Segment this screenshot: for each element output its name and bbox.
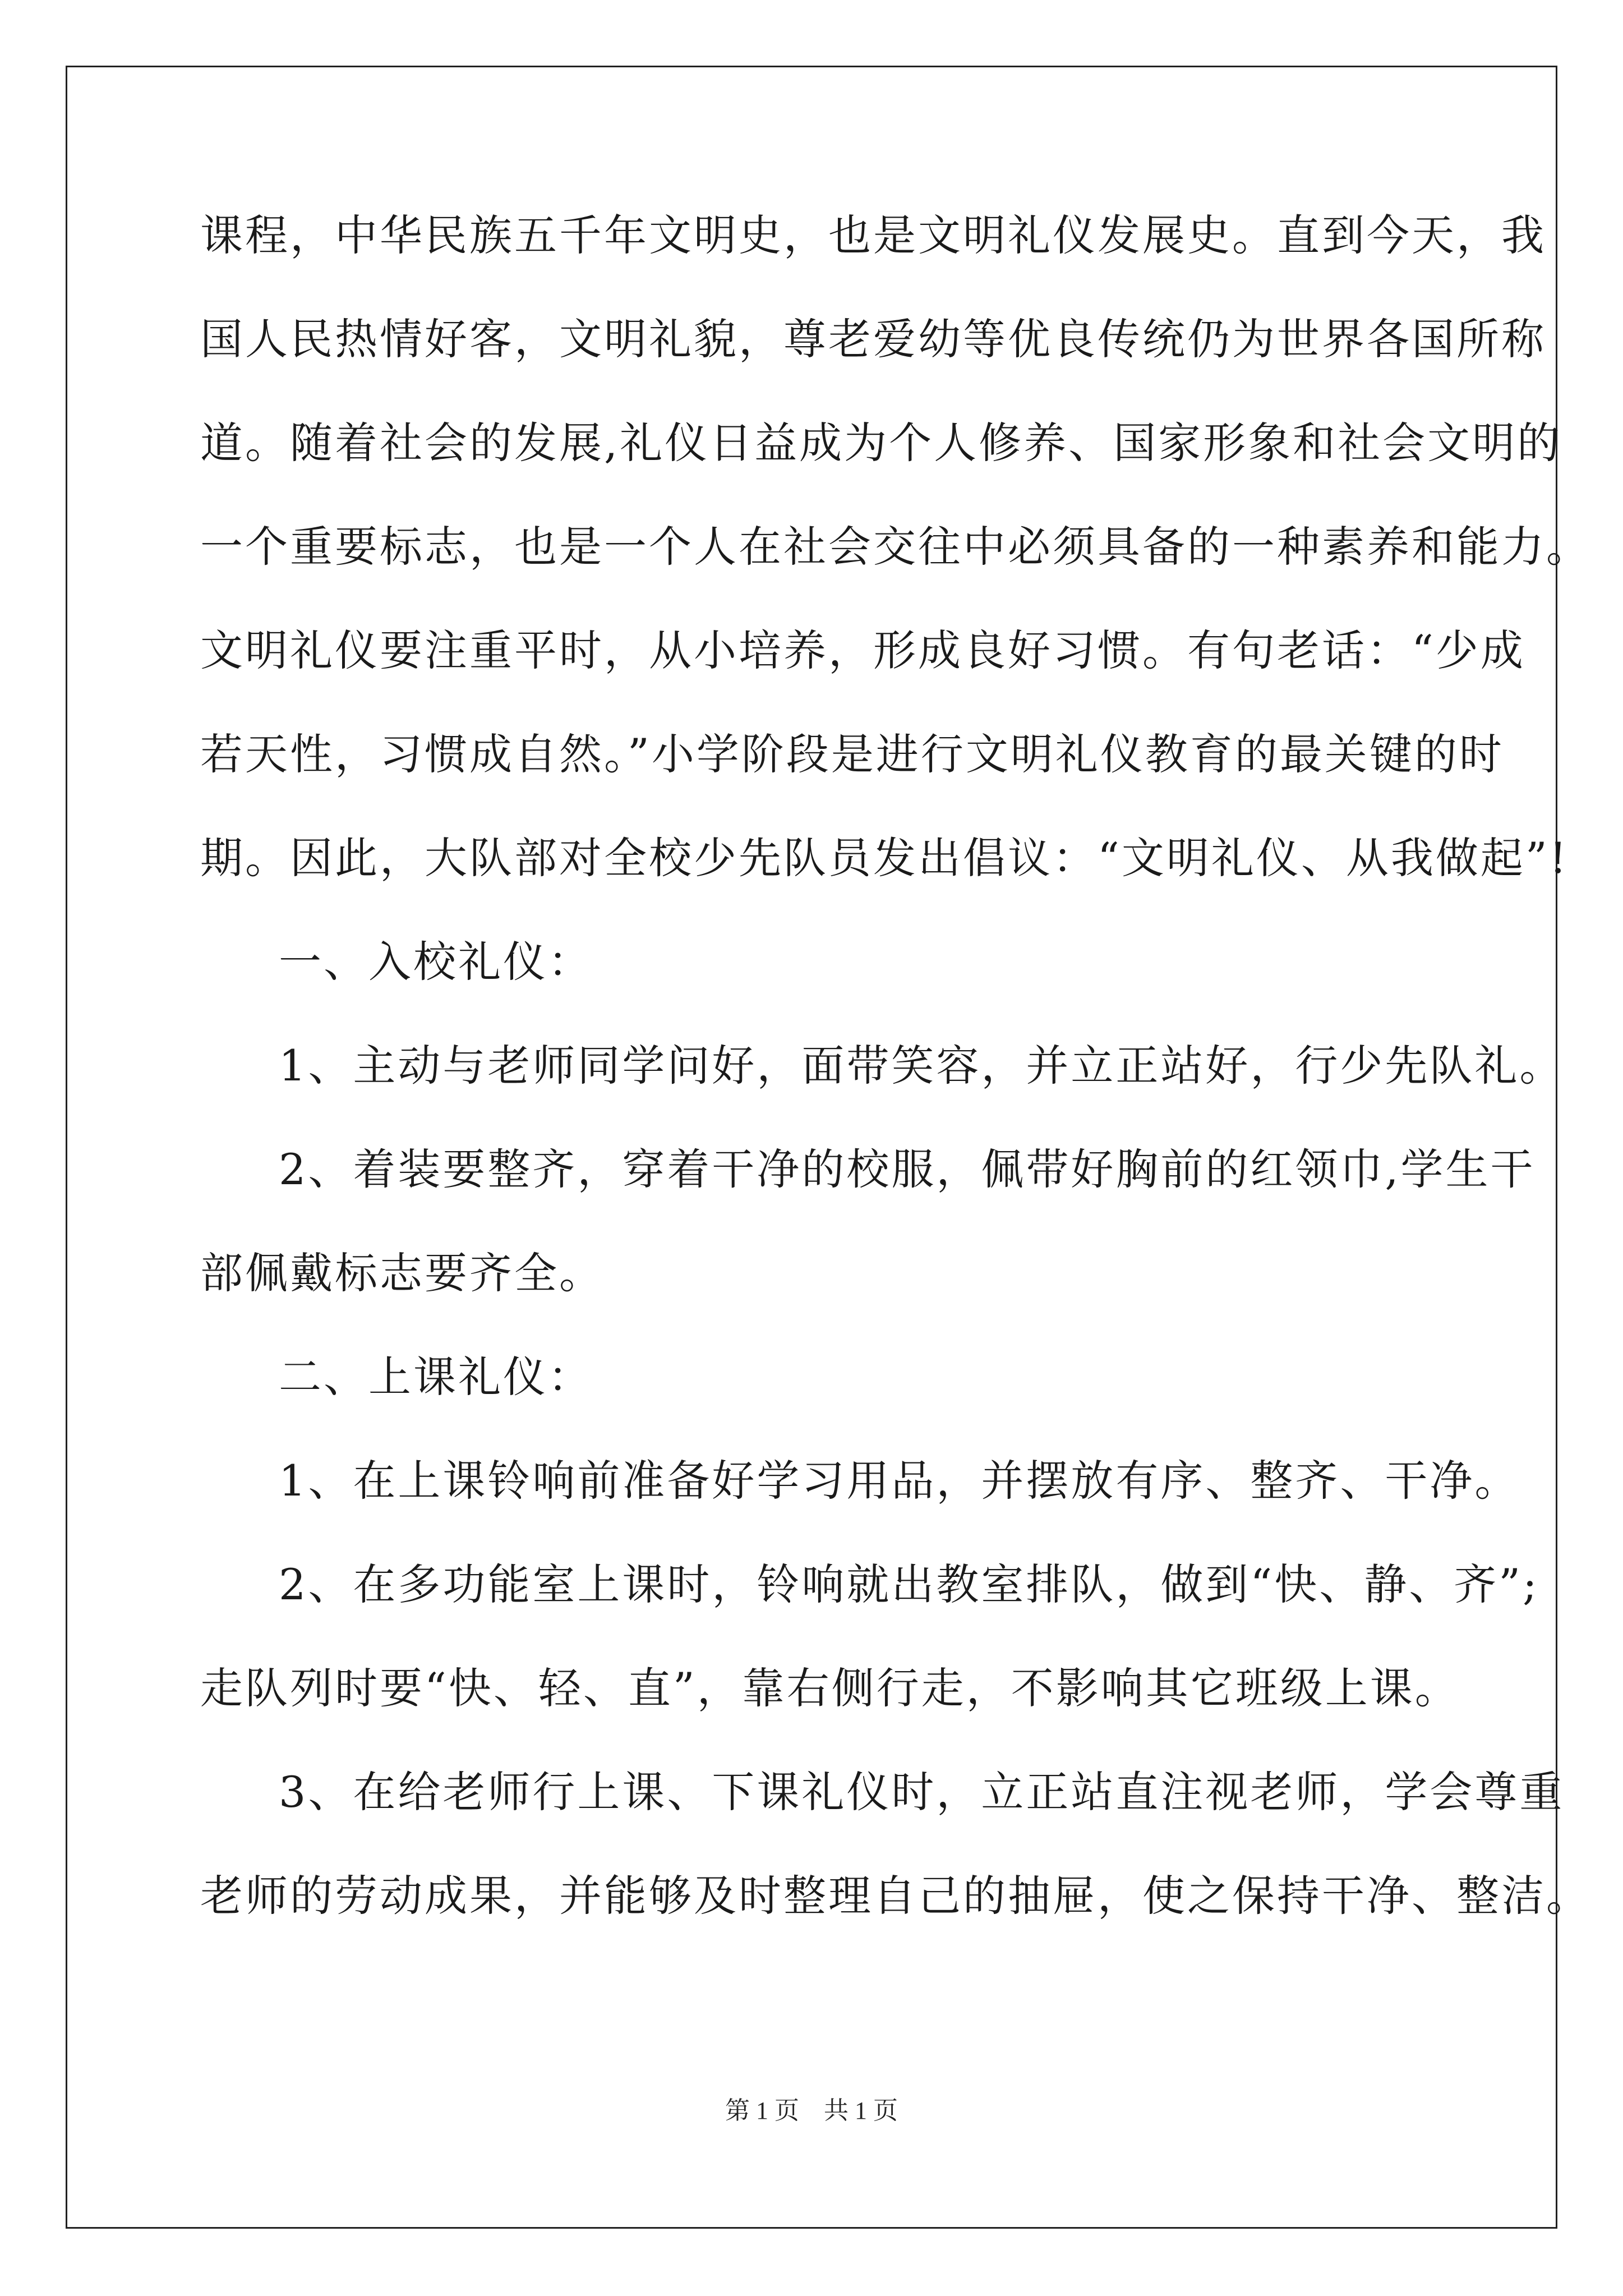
paragraph-line: 若天性，习惯成自然。”小学阶段是进行文明礼仪教育的最关键的时: [200, 729, 1504, 779]
list-item: 2、在多功能室上课时，铃响就出教室排队，做到“快、静、齐”;: [279, 1559, 1539, 1609]
list-item: 1、主动与老师同学问好，面带笑容，并立正站好，行少先队礼。: [279, 1041, 1565, 1091]
paragraph-line: 期。因此，大队部对全校少先队员发出倡议：“文明礼仪、从我做起”!: [200, 833, 1569, 883]
paragraph-line: 老师的劳动成果，并能够及时整理自己的抽屉，使之保持干净、整洁。: [200, 1871, 1591, 1921]
paragraph-line: 一个重要标志，也是一个人在社会交往中必须具备的一种素养和能力。: [200, 522, 1591, 572]
section-heading: 二、上课礼仪：: [279, 1352, 593, 1402]
list-item: 1、在上课铃响前准备好学习用品，并摆放有序、整齐、干净。: [279, 1456, 1520, 1506]
paragraph-line: 部佩戴标志要齐全。: [200, 1248, 604, 1298]
paragraph-line: 道。随着社会的发展,礼仪日益成为个人修养、国家形象和社会文明的: [200, 418, 1562, 468]
paragraph-line: 国人民热情好客，文明礼貌，尊老爱幼等优良传统仍为世界各国所称: [200, 314, 1546, 364]
section-heading: 一、入校礼仪：: [279, 937, 593, 987]
list-item: 3、在给老师行上课、下课礼仪时，立正站直注视老师，学会尊重: [279, 1767, 1565, 1817]
page-number-footer: 第 1 页 共 1 页: [725, 2097, 898, 2124]
paragraph-line: 文明礼仪要注重平时，从小培养，形成良好习惯。有句老话：“少成: [200, 625, 1525, 675]
list-item: 2、着装要整齐，穿着干净的校服，佩带好胸前的红领巾,学生干: [279, 1144, 1536, 1194]
paragraph-line: 走队列时要“快、轻、直”，靠右侧行走，不影响其它班级上课。: [200, 1663, 1460, 1713]
paragraph-line: 课程，中华民族五千年文明史，也是文明礼仪发展史。直到今天，我: [200, 210, 1546, 260]
